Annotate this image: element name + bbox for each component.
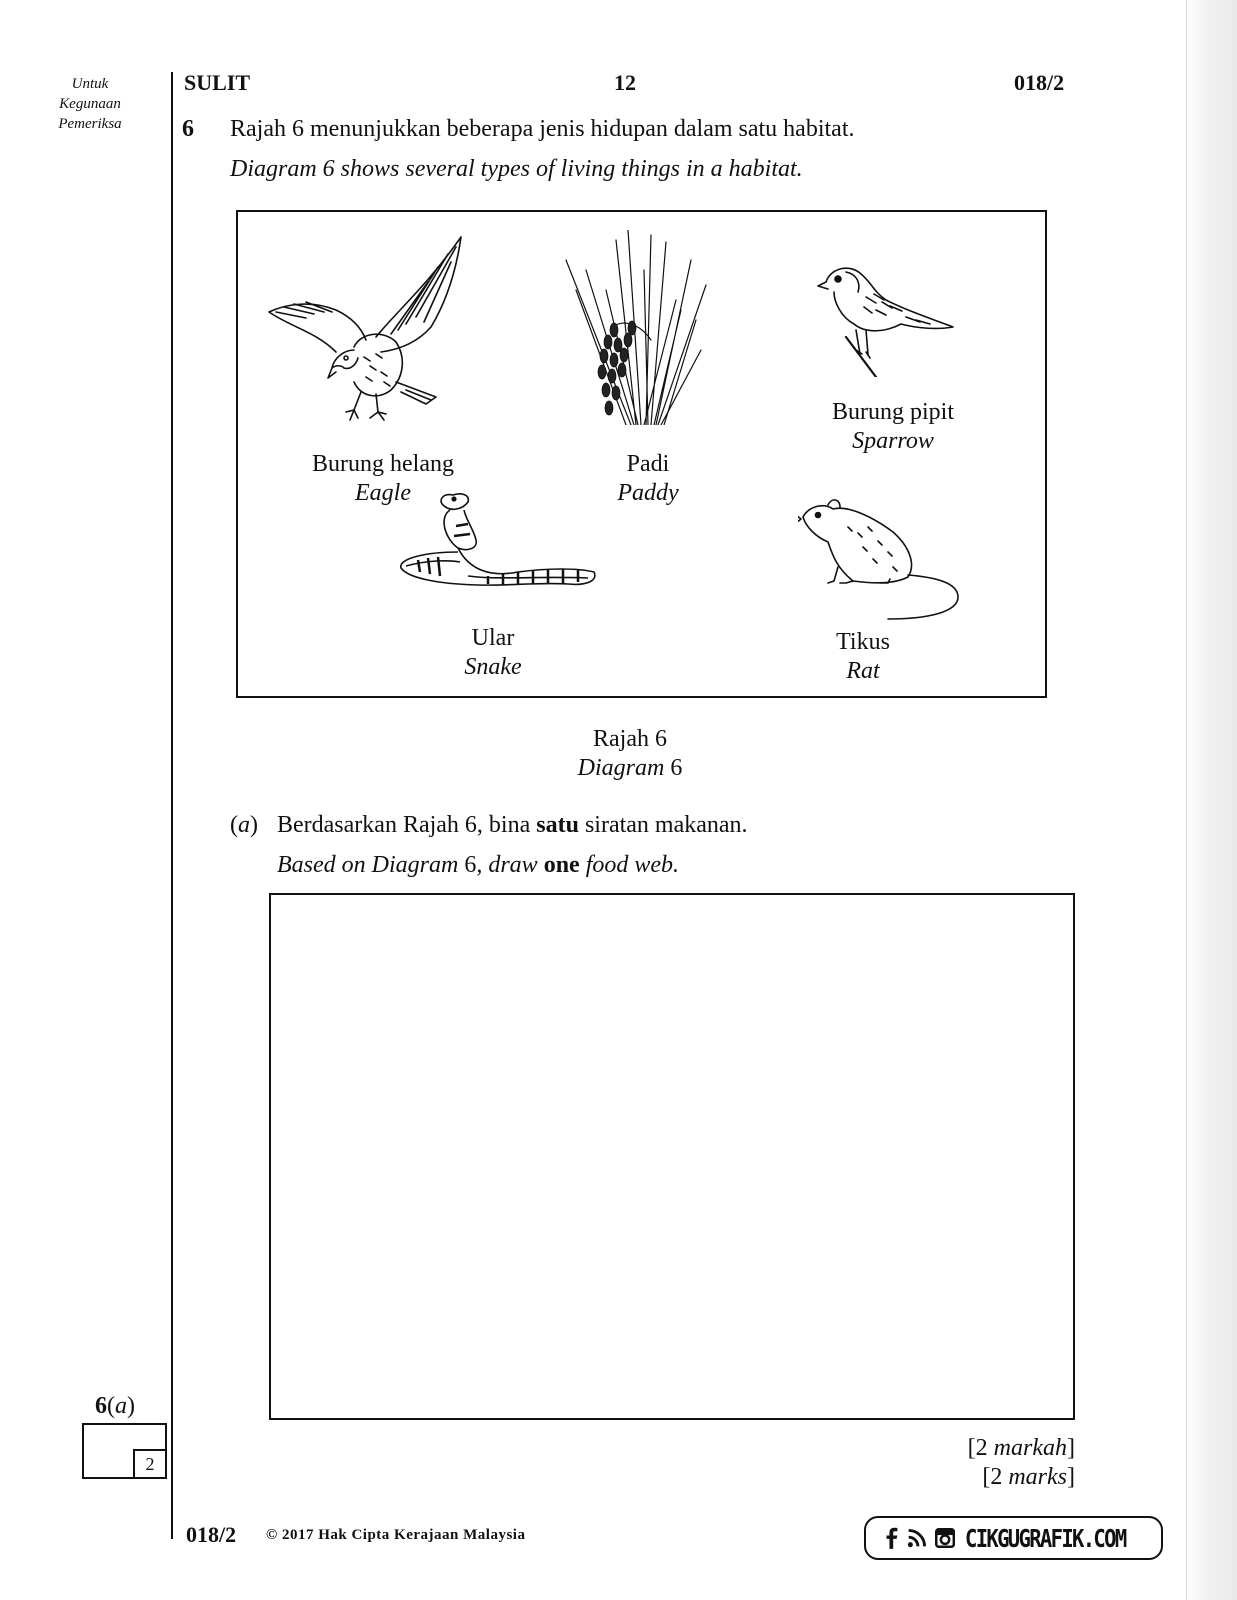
part-a-text-malay: Berdasarkan Rajah 6, bina satu siratan makanan.: [277, 812, 748, 838]
paddy-illustration: [556, 230, 716, 425]
label-snake-english: Snake: [464, 654, 522, 680]
food-web-answer-area[interactable]: [269, 893, 1075, 1420]
instagram-icon: [935, 1526, 955, 1550]
rat-illustration: [798, 497, 963, 627]
rss-icon: [907, 1526, 927, 1550]
page-edge-shadow: [1186, 0, 1237, 1600]
question-text-malay: Rajah 6 menunjukkan beberapa jenis hidupan dalam satu habitat.: [230, 116, 855, 142]
label-paddy-malay: Padi: [626, 451, 670, 477]
score-box-max: 2: [133, 1449, 167, 1479]
label-eagle-malay: Burung helang: [312, 451, 454, 477]
examiner-note-line-2: Kegunaan: [59, 96, 121, 112]
marks-malay: [2 markah]: [967, 1435, 1075, 1461]
marks-english: [2 marks]: [982, 1464, 1075, 1490]
diagram-caption: [530, 725, 730, 783]
eagle-illustration: [266, 232, 466, 427]
sparrow-illustration: [816, 262, 956, 377]
examiner-use-note: [40, 74, 140, 134]
header-paper-code: 018/2: [1014, 70, 1065, 95]
footer-copyright: © 2017 Hak Cipta Kerajaan Malaysia: [266, 1527, 526, 1543]
score-box-label: 6(a): [95, 1393, 135, 1419]
label-paddy: [568, 450, 728, 508]
marks-allocation: [900, 1434, 1075, 1492]
footer-paper-code: 018/2: [186, 1522, 237, 1547]
label-rat-english: Rat: [846, 658, 880, 684]
question-text-english: Diagram 6 shows several types of living things in a habitat.: [230, 156, 803, 182]
examiner-note-line-1: Untuk: [71, 76, 109, 92]
label-sparrow-english: Sparrow: [852, 428, 934, 454]
facebook-icon: [884, 1525, 899, 1551]
label-sparrow: [793, 398, 993, 456]
diagram-caption-english: Diagram 6: [577, 755, 683, 781]
label-snake: [423, 624, 563, 682]
question-number: 6: [182, 116, 194, 142]
part-a-label: (a): [230, 812, 258, 838]
label-eagle-english: Eagle: [355, 480, 411, 506]
diagram-6-box: [236, 210, 1047, 698]
label-eagle: [283, 450, 483, 508]
diagram-caption-malay: Rajah 6: [593, 726, 667, 752]
margin-divider-line: [171, 72, 173, 1539]
label-snake-malay: Ular: [471, 625, 515, 651]
label-rat-malay: Tikus: [836, 629, 890, 655]
label-paddy-english: Paddy: [617, 480, 679, 506]
label-rat: [793, 628, 933, 686]
examiner-note-line-3: Pemeriksa: [58, 116, 122, 132]
part-a-text-english: Based on Diagram 6, draw one food web.: [277, 852, 680, 878]
header-classification: SULIT: [184, 70, 251, 95]
label-sparrow-malay: Burung pipit: [831, 399, 954, 425]
watermark-badge: [864, 1516, 1163, 1560]
watermark-text: CIKGUGRAFIK.COM: [965, 1523, 1126, 1553]
header-page-number: 12: [614, 70, 636, 95]
